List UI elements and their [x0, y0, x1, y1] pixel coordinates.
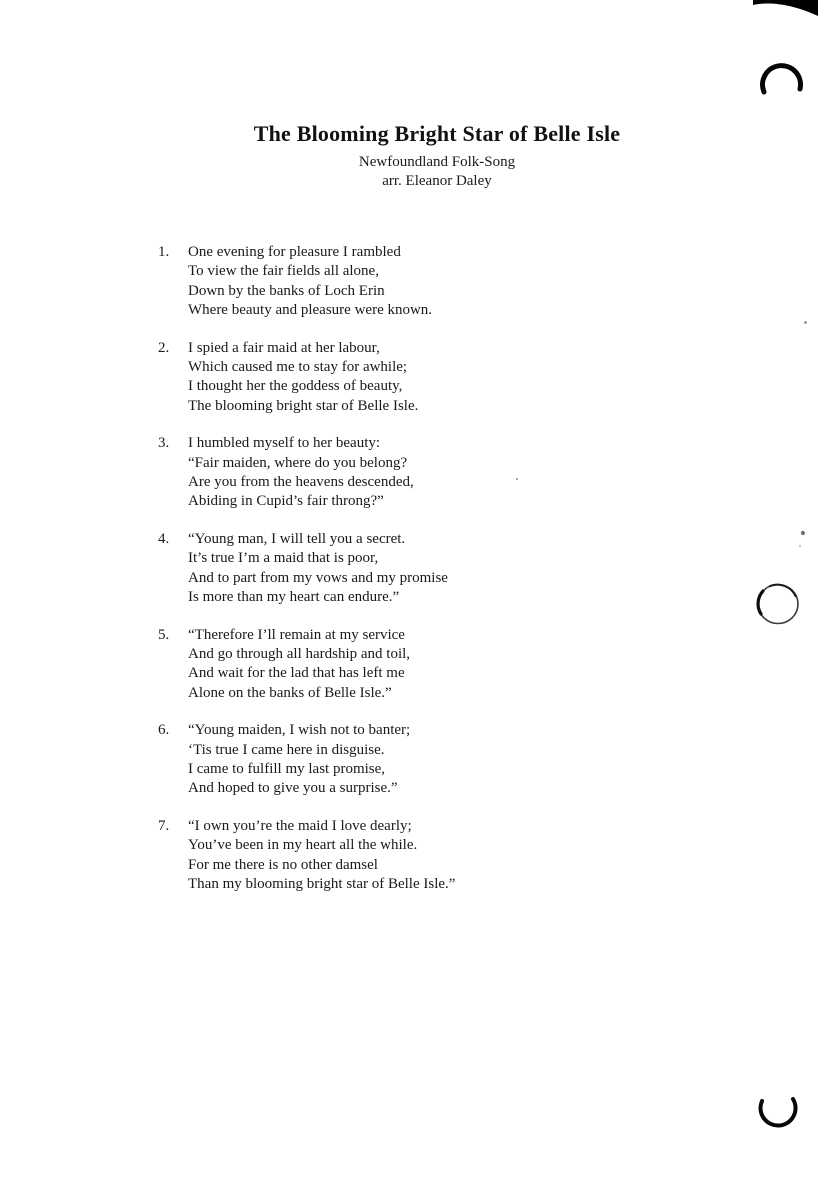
verse-line: For me there is no other damsel: [188, 856, 378, 873]
verse-number: 2.: [158, 339, 170, 356]
verse-list: [158, 243, 455, 913]
verse-number: 6.: [158, 722, 170, 739]
binder-ring-middle-icon: [755, 582, 803, 628]
verse-line: Is more than my heart can endure.”: [188, 588, 400, 605]
verse-line: “Young man, I will tell you a secret.: [188, 531, 406, 548]
verse-lines: [188, 243, 432, 320]
verse-lines: [188, 817, 455, 894]
verse-1: [158, 243, 455, 320]
verse-5: [158, 626, 455, 703]
verse-line: You’ve been in my heart all the while.: [188, 837, 418, 854]
verse-line: I thought her the goddess of beauty,: [188, 378, 403, 395]
verse-line: And go through all hardship and toil,: [188, 646, 411, 663]
verse-line: It’s true I’m a maid that is poor,: [188, 550, 379, 567]
verse-line: Alone on the banks of Belle Isle.”: [188, 684, 392, 701]
verse-line: I spied a fair maid at her labour,: [188, 339, 380, 356]
verse-3: [158, 434, 455, 511]
verse-line: “Therefore I’ll remain at my service: [188, 626, 405, 643]
song-arranger: arr. Eleanor Daley: [382, 173, 492, 189]
verse-line: Abiding in Cupid’s fair throng?”: [188, 493, 384, 510]
verse-line: And to part from my vows and my promise: [188, 569, 448, 586]
verse-4: [158, 530, 455, 607]
verse-lines: [188, 530, 448, 607]
dust-speck: [516, 478, 518, 480]
dust-speck: [799, 545, 801, 547]
verse-number: 7.: [158, 818, 170, 835]
dust-speck: [804, 321, 807, 324]
page-corner-scan-mark-icon: [753, 0, 818, 18]
binder-ring-top-icon: [757, 58, 807, 102]
verse-line: Where beauty and pleasure were known.: [188, 301, 433, 318]
verse-lines: [188, 339, 418, 416]
verse-line: Down by the banks of Loch Erin: [188, 282, 385, 299]
verse-2: [158, 339, 455, 416]
verse-line: I humbled myself to her beauty:: [188, 435, 381, 452]
binder-ring-bottom-icon: [756, 1092, 802, 1136]
verse-line: And wait for the lad that has left me: [188, 665, 405, 682]
song-title: The Blooming Bright Star of Belle Isle: [253, 121, 621, 146]
verse-lines: [188, 626, 410, 703]
verse-line: Which caused me to stay for awhile;: [188, 358, 408, 375]
song-header: [56, 120, 818, 191]
verse-number: 1.: [158, 244, 170, 260]
verse-number: 5.: [158, 626, 170, 643]
dust-speck: [800, 530, 805, 535]
verse-line: “Young maiden, I wish not to banter;: [188, 722, 411, 739]
verse-line: ‘Tis true I came here in disguise.: [188, 741, 385, 758]
verse-number: 4.: [158, 531, 170, 548]
verse-line: “I own you’re the maid I love dearly;: [188, 818, 412, 835]
verse-7: [158, 817, 455, 894]
verse-line: The blooming bright star of Belle Isle.: [188, 397, 419, 414]
verse-line: To view the fair fields all alone,: [188, 263, 379, 280]
verse-line: “Fair maiden, where do you belong?: [188, 454, 408, 471]
verse-line: I came to fulfill my last promise,: [188, 761, 386, 778]
verse-number: 3.: [158, 435, 170, 452]
song-subtitle: Newfoundland Folk-Song: [358, 154, 516, 170]
verse-line: Are you from the heavens descended,: [188, 473, 414, 490]
verse-line: Than my blooming bright star of Belle Isle.”: [188, 876, 456, 893]
verse-lines: [188, 721, 410, 798]
verse-line: And hoped to give you a surprise.”: [188, 780, 398, 797]
verse-line: One evening for pleasure I rambled: [188, 244, 401, 260]
verse-6: [158, 721, 455, 798]
verse-lines: [188, 434, 414, 511]
